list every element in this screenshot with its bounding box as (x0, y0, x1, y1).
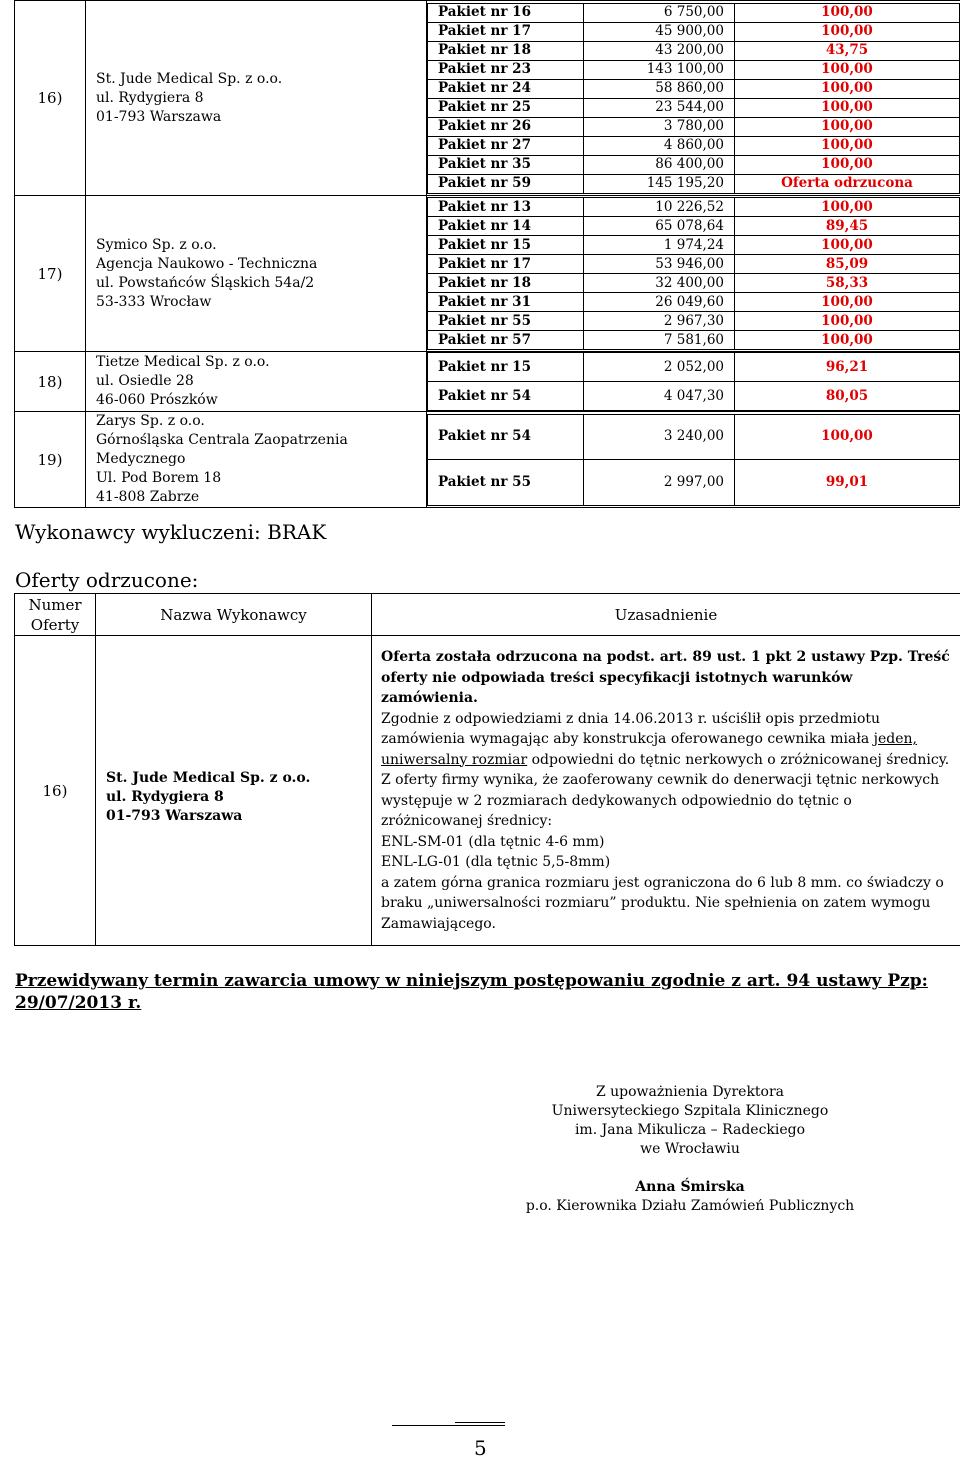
firm-line: 01-793 Warszawa (96, 108, 426, 127)
package-name: Pakiet nr 25 (428, 98, 584, 117)
package-name: Pakiet nr 15 (428, 236, 584, 255)
firm-line: 01-793 Warszawa (106, 807, 371, 826)
package-row (428, 236, 960, 255)
contract-date-note: Przewidywany termin zawarcia umowy w niniejszym postępowaniu zgodnie z art. 94 ustawy Pzp: 29/07/2013 r. (15, 970, 945, 1014)
package-row (428, 41, 960, 60)
package-table (427, 352, 960, 411)
package-value: 65 078,64 (584, 217, 735, 236)
rejected-header-row (15, 594, 960, 636)
footer-rule (392, 1425, 505, 1426)
signature-block (500, 1083, 880, 1216)
package-score: Oferta odrzucona (735, 174, 960, 193)
package-score: 85,09 (735, 255, 960, 274)
signature-spacer (500, 1159, 880, 1178)
package-value: 3 240,00 (584, 414, 735, 459)
package-value: 4 047,30 (584, 382, 735, 411)
package-name: Pakiet nr 55 (428, 312, 584, 331)
package-row (428, 98, 960, 117)
package-value: 32 400,00 (584, 274, 735, 293)
signature-line: im. Jana Mikulicza – Radeckiego (500, 1121, 880, 1140)
package-name: Pakiet nr 35 (428, 155, 584, 174)
package-score: 100,00 (735, 236, 960, 255)
header-firm: Nazwa Wykonawcy (96, 594, 372, 636)
package-score: 58,33 (735, 274, 960, 293)
package-name: Pakiet nr 15 (428, 353, 584, 382)
package-row (428, 22, 960, 41)
package-value: 3 780,00 (584, 117, 735, 136)
bidder-number: 18) (15, 352, 86, 412)
package-score: 43,75 (735, 41, 960, 60)
signatory-role: p.o. Kierownika Działu Zamówień Publicznych (500, 1197, 880, 1216)
package-row (428, 255, 960, 274)
package-value: 45 900,00 (584, 22, 735, 41)
justification-p4: ENL-SM-01 (dla tętnic 4-6 mm) (381, 832, 952, 853)
bidder-firm (86, 352, 427, 412)
signatory-name: Anna Śmirska (500, 1178, 880, 1197)
package-value: 2 997,00 (584, 459, 735, 505)
firm-line: St. Jude Medical Sp. z o.o. (96, 70, 426, 89)
package-table (427, 414, 960, 506)
bidder-firm (86, 196, 427, 352)
justification-p2-end: odpowiedni do tętnic nerkowych o zróżnicowanej średnicy. (527, 752, 949, 768)
bidder-row (15, 412, 960, 508)
package-name: Pakiet nr 26 (428, 117, 584, 136)
package-row (428, 382, 960, 411)
package-name: Pakiet nr 55 (428, 459, 584, 505)
firm-line: ul. Rydygiera 8 (96, 89, 426, 108)
package-score: 80,05 (735, 382, 960, 411)
package-value: 1 974,24 (584, 236, 735, 255)
package-value: 143 100,00 (584, 60, 735, 79)
rejected-row (15, 636, 960, 946)
package-row (428, 174, 960, 193)
footer-rule (455, 1422, 505, 1423)
package-score: 96,21 (735, 353, 960, 382)
package-value: 2 967,30 (584, 312, 735, 331)
firm-line: Agencja Naukowo - Techniczna (96, 255, 426, 274)
package-row (428, 136, 960, 155)
package-value: 6 750,00 (584, 3, 735, 22)
package-list (427, 412, 960, 508)
page-number: 5 (474, 1436, 487, 1460)
firm-line: Tietze Medical Sp. z o.o. (96, 353, 426, 372)
firm-line: Ul. Pod Borem 18 (96, 469, 426, 488)
firm-line: Górnośląska Centrala Zaopatrzenia (96, 431, 426, 450)
header-justification: Uzasadnienie (372, 594, 960, 636)
package-score: 89,45 (735, 217, 960, 236)
bidder-number: 16) (15, 1, 86, 196)
package-name: Pakiet nr 18 (428, 41, 584, 60)
package-value: 26 049,60 (584, 293, 735, 312)
rejected-number: 16) (15, 636, 96, 946)
package-row (428, 312, 960, 331)
firm-line: Symico Sp. z o.o. (96, 236, 426, 255)
justification-p2 (381, 709, 952, 771)
package-score: 100,00 (735, 155, 960, 174)
rejected-table (14, 593, 960, 946)
package-row (428, 198, 960, 217)
package-row (428, 274, 960, 293)
package-value: 4 860,00 (584, 136, 735, 155)
firm-line: 53-333 Wrocław (96, 293, 426, 312)
header-number: Numer Oferty (15, 594, 96, 636)
firm-line: Zarys Sp. z o.o. (96, 412, 426, 431)
package-score: 100,00 (735, 414, 960, 459)
package-value: 58 860,00 (584, 79, 735, 98)
package-name: Pakiet nr 31 (428, 293, 584, 312)
package-name: Pakiet nr 17 (428, 255, 584, 274)
package-list (427, 1, 960, 196)
package-name: Pakiet nr 24 (428, 79, 584, 98)
package-row (428, 459, 960, 505)
package-score: 100,00 (735, 293, 960, 312)
package-table (427, 197, 960, 350)
package-name: Pakiet nr 57 (428, 331, 584, 350)
bidder-firm (86, 412, 427, 508)
firm-line: St. Jude Medical Sp. z o.o. (106, 769, 371, 788)
justification-text (372, 636, 960, 946)
package-value: 86 400,00 (584, 155, 735, 174)
package-name: Pakiet nr 59 (428, 174, 584, 193)
package-score: 99,01 (735, 459, 960, 505)
package-row (428, 353, 960, 382)
package-name: Pakiet nr 54 (428, 382, 584, 411)
signature-line: Uniwersyteckiego Szpitala Klinicznego (500, 1102, 880, 1121)
rejected-firm (96, 636, 372, 946)
package-row (428, 217, 960, 236)
signature-line: we Wrocławiu (500, 1140, 880, 1159)
package-row (428, 79, 960, 98)
justification-p2-underlined: jeden, uniwersalny rozmiar (381, 731, 917, 768)
package-name: Pakiet nr 18 (428, 274, 584, 293)
package-name: Pakiet nr 23 (428, 60, 584, 79)
package-value: 43 200,00 (584, 41, 735, 60)
justification-p5: ENL-LG-01 (dla tętnic 5,5-8mm) (381, 852, 952, 873)
package-score: 100,00 (735, 198, 960, 217)
package-name: Pakiet nr 13 (428, 198, 584, 217)
package-value: 53 946,00 (584, 255, 735, 274)
package-value: 23 544,00 (584, 98, 735, 117)
package-name: Pakiet nr 17 (428, 22, 584, 41)
firm-line: ul. Powstańców Śląskich 54a/2 (96, 274, 426, 293)
package-score: 100,00 (735, 22, 960, 41)
package-score: 100,00 (735, 331, 960, 350)
bidder-row (15, 196, 960, 352)
package-list (427, 196, 960, 352)
firm-line: ul. Rydygiera 8 (106, 788, 371, 807)
firm-line: Medycznego (96, 450, 426, 469)
package-score: 100,00 (735, 117, 960, 136)
firm-line: ul. Osiedle 28 (96, 372, 426, 391)
package-row (428, 117, 960, 136)
package-row (428, 3, 960, 22)
package-list (427, 352, 960, 412)
justification-p1: Oferta została odrzucona na podst. art. 89 ust. 1 pkt 2 ustawy Pzp. Treść oferty nie odpowiada treści specyfikacji istotnych warunków zamówienia. (381, 647, 952, 709)
package-score: 100,00 (735, 79, 960, 98)
package-row (428, 155, 960, 174)
package-value: 145 195,20 (584, 174, 735, 193)
package-name: Pakiet nr 27 (428, 136, 584, 155)
bidder-number: 19) (15, 412, 86, 508)
bidder-firm (86, 1, 427, 196)
signature-line: Z upoważnienia Dyrektora (500, 1083, 880, 1102)
package-row (428, 331, 960, 350)
bidder-row (15, 1, 960, 196)
package-value: 10 226,52 (584, 198, 735, 217)
package-value: 2 052,00 (584, 353, 735, 382)
package-score: 100,00 (735, 60, 960, 79)
bidder-number: 17) (15, 196, 86, 352)
package-row (428, 293, 960, 312)
package-score: 100,00 (735, 312, 960, 331)
package-name: Pakiet nr 14 (428, 217, 584, 236)
package-row (428, 414, 960, 459)
bidders-table (14, 0, 960, 508)
bidder-row (15, 352, 960, 412)
rejected-heading: Oferty odrzucone: (15, 568, 198, 592)
excluded-heading: Wykonawcy wykluczeni: BRAK (15, 520, 326, 544)
firm-line: 46-060 Prószków (96, 391, 426, 410)
package-score: 100,00 (735, 3, 960, 22)
firm-line: 41-808 Zabrze (96, 488, 426, 507)
package-value: 7 581,60 (584, 331, 735, 350)
package-name: Pakiet nr 16 (428, 3, 584, 22)
package-score: 100,00 (735, 98, 960, 117)
package-table (427, 3, 960, 194)
package-name: Pakiet nr 54 (428, 414, 584, 459)
package-score: 100,00 (735, 136, 960, 155)
justification-p2-text: Zgodnie z odpowiedziami z dnia 14.06.2013 r. uściślił opis przedmiotu zamówienia wymagając aby konstrukcja oferowanego cewnika miała (381, 711, 880, 748)
justification-p6: a zatem górna granica rozmiaru jest ograniczona do 6 lub 8 mm. co świadczy o braku „uniwersalności rozmiaru” produktu. Nie spełnienia on zatem wymogu Zamawiającego. (381, 873, 952, 935)
package-row (428, 60, 960, 79)
justification-p3: Z oferty firmy wynika, że zaoferowany cewnik do denerwacji tętnic nerkowych występuje w 2 rozmiarach dedykowanych odpowiednio do tętnic o zróżnicowanej średnicy: (381, 770, 952, 832)
